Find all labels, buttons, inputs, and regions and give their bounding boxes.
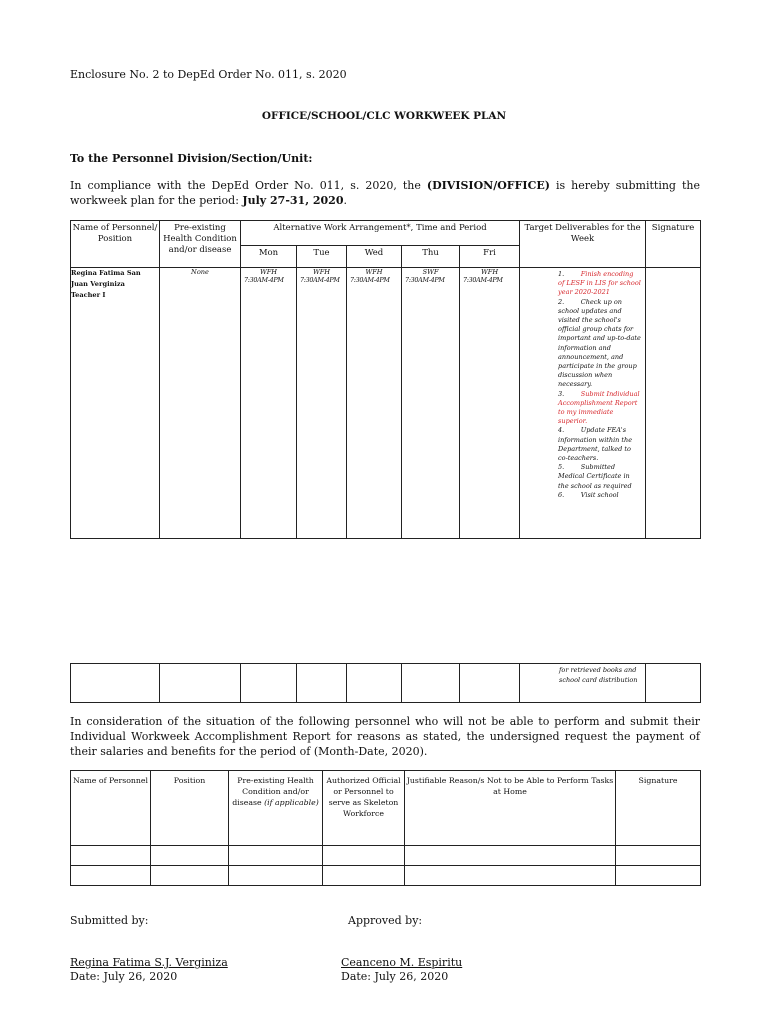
day-time: 7:30AM-4PM	[244, 276, 284, 284]
day-cell-fri	[460, 268, 520, 539]
header-day-tue: Tue	[297, 246, 347, 268]
personnel-empty-row	[71, 846, 701, 866]
workweek-plan-continuation-table	[70, 663, 701, 703]
day-mode: WFH	[259, 268, 278, 276]
day-cell-wed	[347, 268, 402, 539]
submitted-by-label: Submitted by:	[70, 914, 149, 927]
header-health-note: (if applicable)	[264, 798, 319, 807]
deliverable-item	[558, 491, 641, 500]
table-cell	[151, 846, 229, 866]
header-authorized-official: Authorized Official or Personnel to serve as Skeleton Workforce	[323, 771, 405, 846]
signature-cell	[646, 268, 701, 539]
personnel-name-line-1: Regina Fatima San	[71, 269, 141, 277]
deliverable-number: 6.	[558, 490, 565, 499]
deliverable-text: Submitted Medical Certificate in the school as required	[558, 463, 632, 490]
header-day-wed: Wed	[347, 246, 402, 268]
day-time: 7:30AM-4PM	[300, 276, 340, 284]
addressee-line: To the Personnel Division/Section/Unit:	[70, 152, 313, 165]
header-day-mon: Mon	[241, 246, 297, 268]
day-time: 7:30AM-4PM	[405, 276, 445, 284]
day-mode: WFH	[480, 268, 499, 276]
deliverable-text: Submit Individual Accomplishment Report to my immediate superior.	[558, 389, 640, 426]
day-mode: WFH	[365, 268, 383, 276]
personnel-empty-row	[71, 866, 701, 886]
header-health-condition: Pre-existing Health Condition and/or disease	[160, 221, 241, 268]
personnel-position: Teacher I	[71, 291, 106, 299]
intro-text-2: is hereby submitting the workweek plan for the period:	[70, 179, 700, 207]
continuation-cell	[297, 664, 347, 703]
continuation-cell	[160, 664, 241, 703]
table-cell	[229, 846, 323, 866]
personnel-table	[70, 770, 701, 886]
table-cell	[71, 866, 151, 886]
deliverable-text: Update FEA's information within the Department, talked to co-teachers.	[558, 426, 633, 463]
intro-paragraph	[70, 178, 700, 208]
deliverable-number: 1.	[558, 270, 565, 278]
continuation-row	[71, 664, 701, 703]
approved-by-name: Ceanceno M. Espiritu	[341, 956, 463, 969]
header-pre-existing-health	[229, 771, 323, 846]
workweek-plan-table	[70, 220, 701, 539]
deliverable-text: Finish encoding of LESF in LIS for school year 2020-2021	[558, 270, 641, 297]
deliverable-item	[558, 463, 641, 491]
submitted-by-name: Regina Fatima S.J. Verginiza	[70, 956, 228, 969]
continuation-deliverables-cell	[520, 664, 646, 703]
header-justifiable-reason: Justifiable Reason/s Not to be Able to Perform Tasks at Home	[405, 771, 616, 846]
header-health-text: Pre-existing Health Condition and/or disease	[232, 776, 314, 807]
day-time: 7:30AM-4PM	[463, 276, 503, 284]
table-cell	[405, 846, 616, 866]
personnel-name-line-2: Juan Verginiza	[71, 280, 125, 288]
day-time: 7:30AM-4PM	[350, 276, 390, 284]
division-office-label: (DIVISION/OFFICE)	[426, 179, 550, 192]
personnel-name-cell	[71, 268, 160, 539]
continuation-cell	[402, 664, 460, 703]
header-target-deliverables: Target Deliverables for the Week	[520, 221, 646, 268]
deliverable-number: 2.	[558, 297, 565, 306]
deliverables-cell	[520, 268, 646, 539]
table-cell	[323, 866, 405, 886]
header-signature: Signature	[616, 771, 701, 846]
header-position: Position	[151, 771, 229, 846]
table-cell	[616, 846, 701, 866]
header-name-position: Name of Personnel/ Position	[71, 221, 160, 268]
plan-header-row-1	[71, 221, 701, 246]
continuation-text: for retrieved books and school card distribution	[559, 666, 638, 684]
health-condition-cell	[160, 268, 241, 539]
deliverable-item	[558, 298, 641, 390]
day-mode: WFH	[312, 268, 331, 276]
deliverables-list	[520, 268, 645, 538]
approved-by-date: Date: July 26, 2020	[341, 970, 449, 983]
deliverable-text: Check up on school updates and visited the school's official group chats for important and up-to-date information and announcement, and participate in the group discussion when necessary.	[558, 297, 641, 389]
table-cell	[323, 846, 405, 866]
header-day-thu: Thu	[402, 246, 460, 268]
table-cell	[616, 866, 701, 886]
approved-by-label: Approved by:	[348, 914, 423, 927]
day-cell-mon	[241, 268, 297, 539]
deliverable-item	[558, 390, 641, 427]
day-cell-thu	[402, 268, 460, 539]
submitted-by-date: Date: July 26, 2020	[70, 970, 178, 983]
continuation-cell	[241, 664, 297, 703]
deliverable-text: Visit school	[580, 490, 619, 499]
deliverable-number: 4.	[558, 426, 565, 435]
document-title: OFFICE/SCHOOL/CLC WORKWEEK PLAN	[261, 110, 507, 122]
header-signature: Signature	[646, 221, 701, 268]
header-work-arrangement: Alternative Work Arrangement*, Time and Period	[241, 221, 520, 246]
header-day-fri: Fri	[460, 246, 520, 268]
intro-text-1: In compliance with the DepEd Order No. 011, s. 2020, the	[70, 179, 427, 192]
health-condition-value: None	[191, 268, 209, 276]
continuation-cell	[71, 664, 160, 703]
personnel-header-row	[71, 771, 701, 846]
consideration-paragraph: In consideration of the situation of the following personnel who will not be able to perform and submit their Individual Workweek Accomplishment Report for reasons as stated, the undersigned request the payment of their salaries and benefits for the period of (Month-Date, 2020).	[70, 715, 700, 758]
table-cell	[229, 866, 323, 886]
continuation-cell	[460, 664, 520, 703]
period-value: July 27-31, 2020	[242, 194, 344, 207]
table-cell	[405, 866, 616, 886]
plan-data-row	[71, 268, 701, 539]
table-cell	[71, 846, 151, 866]
deliverable-item	[558, 270, 641, 298]
day-cell-tue	[297, 268, 347, 539]
header-personnel-name: Name of Personnel	[71, 771, 151, 846]
enclosure-line: Enclosure No. 2 to DepEd Order No. 011, s. 2020	[70, 68, 347, 81]
deliverable-item	[558, 426, 641, 463]
deliverable-number: 5.	[558, 463, 565, 472]
day-mode: SWF	[422, 268, 439, 276]
deliverable-number: 3.	[558, 389, 565, 398]
table-cell	[151, 866, 229, 886]
continuation-cell	[347, 664, 402, 703]
intro-text-3: .	[343, 194, 347, 207]
continuation-cell	[646, 664, 701, 703]
